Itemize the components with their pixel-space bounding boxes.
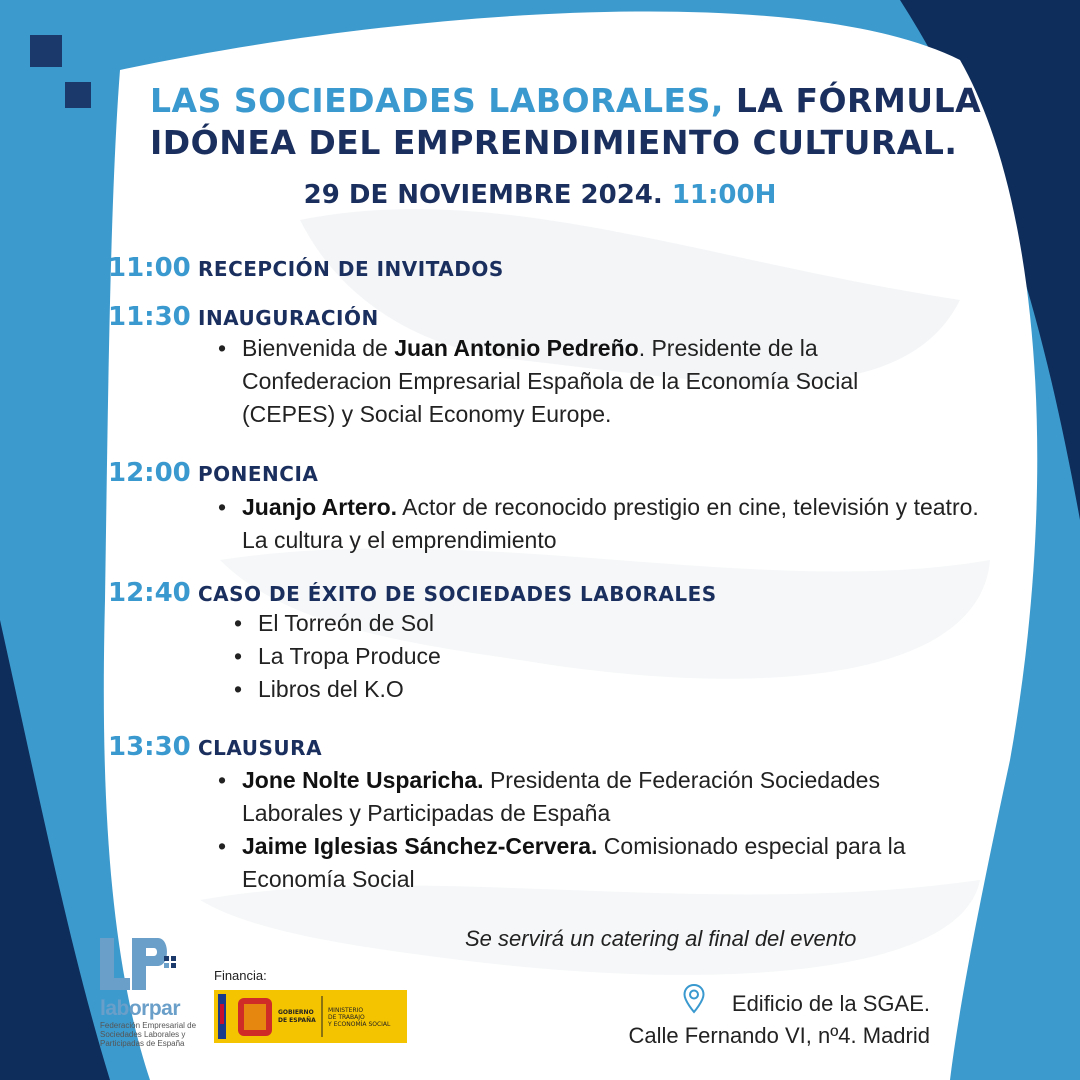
decor-square-small [65,82,91,108]
list-item: • La Tropa Produce [258,640,758,673]
speaker-name: Juan Antonio Pedreño [394,335,639,361]
session-2 [108,302,379,332]
list-item: • Bienvenida de Juan Antonio Pedreño. Presidente de la Confederacion Empresarial Española de la Economía Social (CEPES) y Social Economy Europe. [242,332,942,431]
session-time: 12:40 [108,578,191,608]
svg-text:GOBIERNO: GOBIERNO [278,1009,314,1016]
event-day: 29 DE NOVIEMBRE 2024. [303,180,663,210]
title-part-2: LA FÓRMULA IDÓNEA DEL EMPRENDIMIENTO CULTURAL. [150,81,982,162]
decor-square-large [30,35,62,67]
list-item: • Jone Nolte Usparicha. Presidenta de Federación Sociedades Laborales y Participadas de España [242,764,982,830]
session-title: CASO DE ÉXITO DE SOCIEDADES LABORALES [198,582,717,606]
session-3-items [242,491,982,557]
session-5-items [242,764,982,896]
list-item: • Jaime Iglesias Sánchez-Cervera. Comisionado especial para la Economía Social [242,830,982,896]
svg-text:Y ECONOMÍA SOCIAL: Y ECONOMÍA SOCIAL [328,1021,391,1028]
svg-text:DE ESPAÑA: DE ESPAÑA [278,1017,316,1024]
session-time: 11:30 [108,302,191,332]
speaker-name: Juanjo Artero. [242,494,398,520]
laborpar-subtitle: Federación Empresarial de Sociedades Laborales y Participadas de España [100,1021,197,1048]
speaker-name: Jaime Iglesias Sánchez-Cervera. [242,833,598,859]
session-4 [108,578,717,608]
svg-text:DE TRABAJO: DE TRABAJO [328,1014,365,1021]
page-title [150,80,1030,164]
list-item: • Juanjo Artero. Actor de reconocido prestigio en cine, televisión y teatro. La cultura y el emprendimiento [242,491,982,557]
session-time: 11:00 [108,253,191,283]
gobierno-espana-emblem-icon [214,990,407,1043]
address-line-2: Calle Fernando VI, nº4. Madrid [628,1023,930,1048]
session-title: CLAUSURA [198,736,323,760]
gobierno-ministerio-logo [214,990,407,1043]
session-2-items [242,332,942,431]
session-1 [108,253,504,283]
catering-note: Se servirá un catering al final del evento [465,926,857,951]
session-title: RECEPCIÓN DE INVITADOS [198,257,504,281]
list-item: • El Torreón de Sol [258,607,758,640]
session-3 [108,458,318,488]
event-address [628,988,930,1052]
session-time: 12:00 [108,458,191,488]
list-item: • Libros del K.O [258,673,758,706]
address-line-1: Edificio de la SGAE. [731,991,930,1016]
title-part-1: LAS SOCIEDADES LABORALES, [150,81,724,120]
laborpar-name: laborpar [100,997,181,1020]
svg-text:MINISTERIO: MINISTERIO [328,1007,364,1014]
session-title: INAUGURACIÓN [198,306,379,330]
laborpar-lp-mark-icon [100,938,178,990]
session-time: 13:30 [108,732,191,762]
laborpar-logo [100,938,200,1048]
event-date [0,180,1080,210]
session-4-items [258,607,758,706]
session-5 [108,732,322,762]
session-title: PONENCIA [198,462,319,486]
financia-label: Financia: [214,968,267,983]
speaker-name: Jone Nolte Usparicha. [242,767,484,793]
event-hour: 11:00H [671,180,777,210]
